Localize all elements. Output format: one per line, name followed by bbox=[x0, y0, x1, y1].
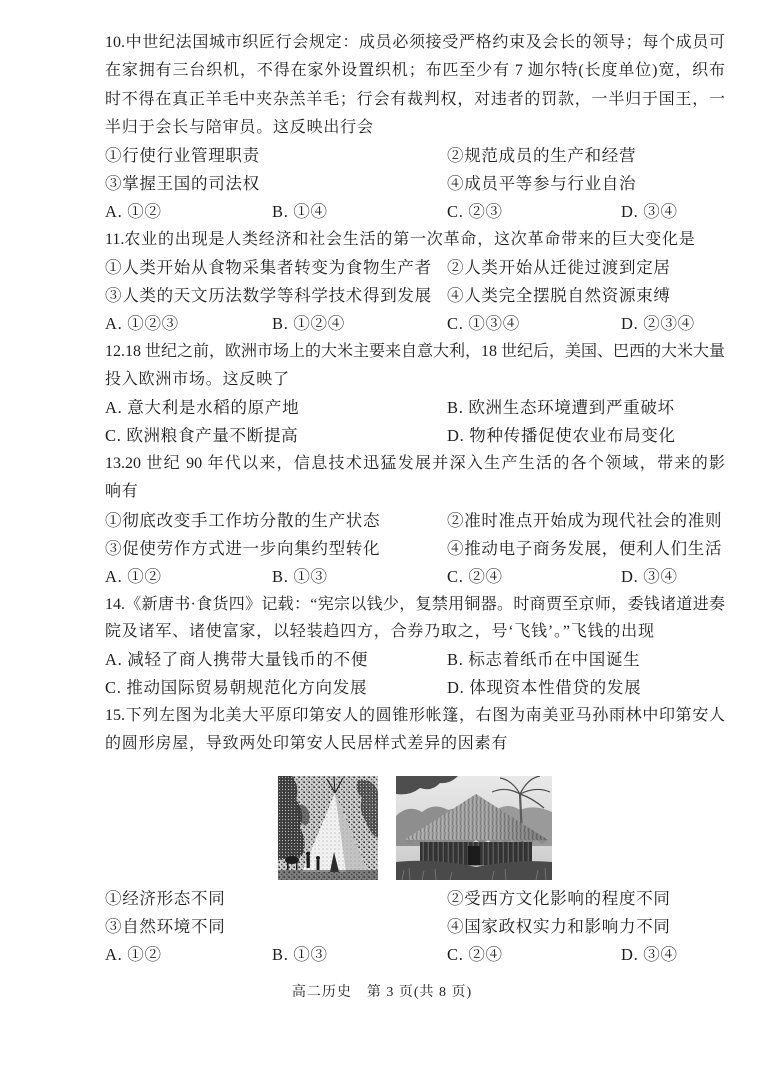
statement-row bbox=[105, 507, 725, 535]
question-stem-line bbox=[105, 591, 725, 619]
answer-choice-a: A. ①② bbox=[105, 945, 162, 964]
answer-choice-a: A. 减轻了商人携带大量钱币的不便 bbox=[105, 650, 369, 669]
statement-option: ①彻底改变手工作坊分散的生产状态 bbox=[105, 511, 381, 530]
question-stem-line bbox=[105, 338, 725, 366]
round-hut-image bbox=[396, 776, 552, 880]
statement-option: ③掌握王国的司法权 bbox=[105, 174, 260, 193]
statement-option: ①人类开始从食物采集者转变为食物生产者 bbox=[105, 258, 432, 277]
statement-option: ④国家政权实力和影响力不同 bbox=[447, 917, 671, 936]
answer-choice-c: C. ②④ bbox=[447, 945, 503, 964]
question-stem-line bbox=[105, 702, 725, 730]
answer-choices bbox=[105, 674, 725, 702]
statement-option: ③促使劳作方式进一步向集约型转化 bbox=[105, 539, 381, 558]
hut-door bbox=[468, 846, 480, 865]
question-stem-line bbox=[105, 29, 725, 57]
statement-row bbox=[105, 170, 725, 198]
answer-choice-b: B. 标志着纸币在中国诞生 bbox=[447, 650, 641, 669]
statement-option: ④成员平等参与行业自治 bbox=[447, 174, 637, 193]
question-stem-line: 响有 bbox=[105, 483, 139, 500]
answer-choice-b: B. 欧洲生态环境遭到严重破坏 bbox=[447, 398, 675, 417]
statement-option: ③自然环境不同 bbox=[105, 917, 226, 936]
statement-option: ②规范成员的生产和经营 bbox=[447, 146, 637, 165]
answer-choice-a: A. ①②③ bbox=[105, 314, 179, 333]
statement-row bbox=[105, 885, 725, 913]
answer-choice-c: C. 欧洲粮食产量不断提高 bbox=[105, 426, 299, 445]
answer-choice-a: A. ①② bbox=[105, 202, 162, 221]
question-stem-line: 院及诸军、诸使富家，以轻装趋四方，合券乃取之，号‘飞钱’。”飞钱的出现 bbox=[105, 623, 655, 640]
answer-choices bbox=[105, 394, 725, 422]
question-stem-line: 的圆形房屋，导致两处印第安人民居样式差异的因素有 bbox=[105, 735, 509, 752]
answer-choice-a: A. 意大利是水稻的原产地 bbox=[105, 398, 300, 417]
question-stem-text: 20 世纪 90 年代以来，信息技术迅猛发展并深入生产生活的各个领域，带来的影 bbox=[125, 455, 725, 472]
answer-choice-b: B. ①②④ bbox=[272, 314, 345, 333]
statement-option: ①经济形态不同 bbox=[105, 889, 226, 908]
question-stem-line: 时不得在真正羊毛中夹杂羔羊毛；行会有裁判权，对违者的罚款，一半归于国王，一 bbox=[105, 91, 725, 108]
question-number: 14. bbox=[105, 596, 125, 613]
statement-row bbox=[105, 142, 725, 170]
statement-option: ①行使行业管理职责 bbox=[105, 146, 260, 165]
answer-choice-b: B. ①③ bbox=[272, 945, 328, 964]
answer-choice-a: A. ①② bbox=[105, 567, 162, 586]
question-stem-line: 投入欧洲市场。这反映了 bbox=[105, 371, 290, 388]
statement-option: ④推动电子商务发展，便利人们生活 bbox=[447, 539, 723, 558]
statement-option: ④人类完全摆脱自然资源束缚 bbox=[447, 286, 671, 305]
answer-choice-d: D. ③④ bbox=[621, 567, 678, 586]
answer-choices bbox=[105, 310, 725, 338]
tepee-image bbox=[278, 776, 378, 880]
question-stem-line bbox=[105, 226, 725, 254]
page-footer: 高二历史 第 3 页(共 8 页) bbox=[291, 985, 473, 1000]
answer-choice-d: D. ③④ bbox=[621, 202, 678, 221]
question-stem-text: 中世纪法国城市织匠行会规定：成员必须接受严格约束及会长的领导；每个成员可 bbox=[125, 34, 725, 51]
answer-choices bbox=[105, 422, 725, 450]
answer-choices bbox=[105, 563, 725, 591]
question-stem-text: 18 世纪之前，欧洲市场上的大米主要来自意大利，18 世纪后，美国、巴西的大米大量 bbox=[125, 343, 726, 360]
question-stem-line: 半归于会长与陪审员。这反映出行会 bbox=[105, 119, 374, 136]
answer-choice-c: C. ②③ bbox=[447, 202, 503, 221]
answer-choice-b: B. ①④ bbox=[272, 202, 328, 221]
answer-choices bbox=[105, 646, 725, 674]
answer-choices bbox=[105, 941, 725, 969]
statement-row bbox=[105, 913, 725, 941]
statement-option: ②人类开始从迁徙过渡到定居 bbox=[447, 258, 671, 277]
answer-choice-c: C. ①③④ bbox=[447, 314, 520, 333]
answer-choice-d: D. ②③④ bbox=[621, 314, 695, 333]
answer-choices bbox=[105, 198, 725, 226]
statement-option: ②受西方文化影响的程度不同 bbox=[447, 889, 671, 908]
statement-option: ②准时准点开始成为现代社会的准则 bbox=[447, 511, 723, 530]
question-stem-text: 农业的出现是人类经济和社会生活的第一次革命，这次革命带来的巨大变化是 bbox=[124, 231, 696, 248]
question-number: 11. bbox=[105, 231, 125, 248]
question-stem-text: 《新唐书·食货四》记载：“宪宗以钱少，复禁用铜器。时商贾至京师，委钱诸道进奏 bbox=[125, 596, 725, 613]
statement-row bbox=[105, 535, 725, 563]
answer-choice-d: D. ③④ bbox=[621, 945, 678, 964]
answer-choice-d: D. 物种传播促使农业布局变化 bbox=[447, 426, 676, 445]
statement-row bbox=[105, 282, 725, 310]
answer-choice-b: B. ①③ bbox=[272, 567, 328, 586]
question-stem-line: 在家拥有三台织机，不得在家外设置织机；布匹至少有 7 迦尔特(长度单位)宽，织布 bbox=[105, 62, 725, 79]
question-stem-text: 下列左图为北美大平原印第安人的圆锥形帐篷，右图为南美亚马孙雨林中印第安人 bbox=[125, 707, 725, 724]
question-stem-line bbox=[105, 450, 725, 478]
statement-row bbox=[105, 254, 725, 282]
question-number: 12. bbox=[105, 343, 125, 360]
answer-choice-c: C. ②④ bbox=[447, 567, 503, 586]
answer-choice-d: D. 体现资本性借贷的发展 bbox=[447, 678, 642, 697]
statement-option: ③人类的天文历法数学等科学技术得到发展 bbox=[105, 286, 432, 305]
question-number: 10. bbox=[105, 34, 125, 51]
question-number: 15. bbox=[105, 707, 125, 724]
question-number: 13. bbox=[105, 455, 125, 472]
answer-choice-c: C. 推动国际贸易朝规范化方向发展 bbox=[105, 678, 368, 697]
